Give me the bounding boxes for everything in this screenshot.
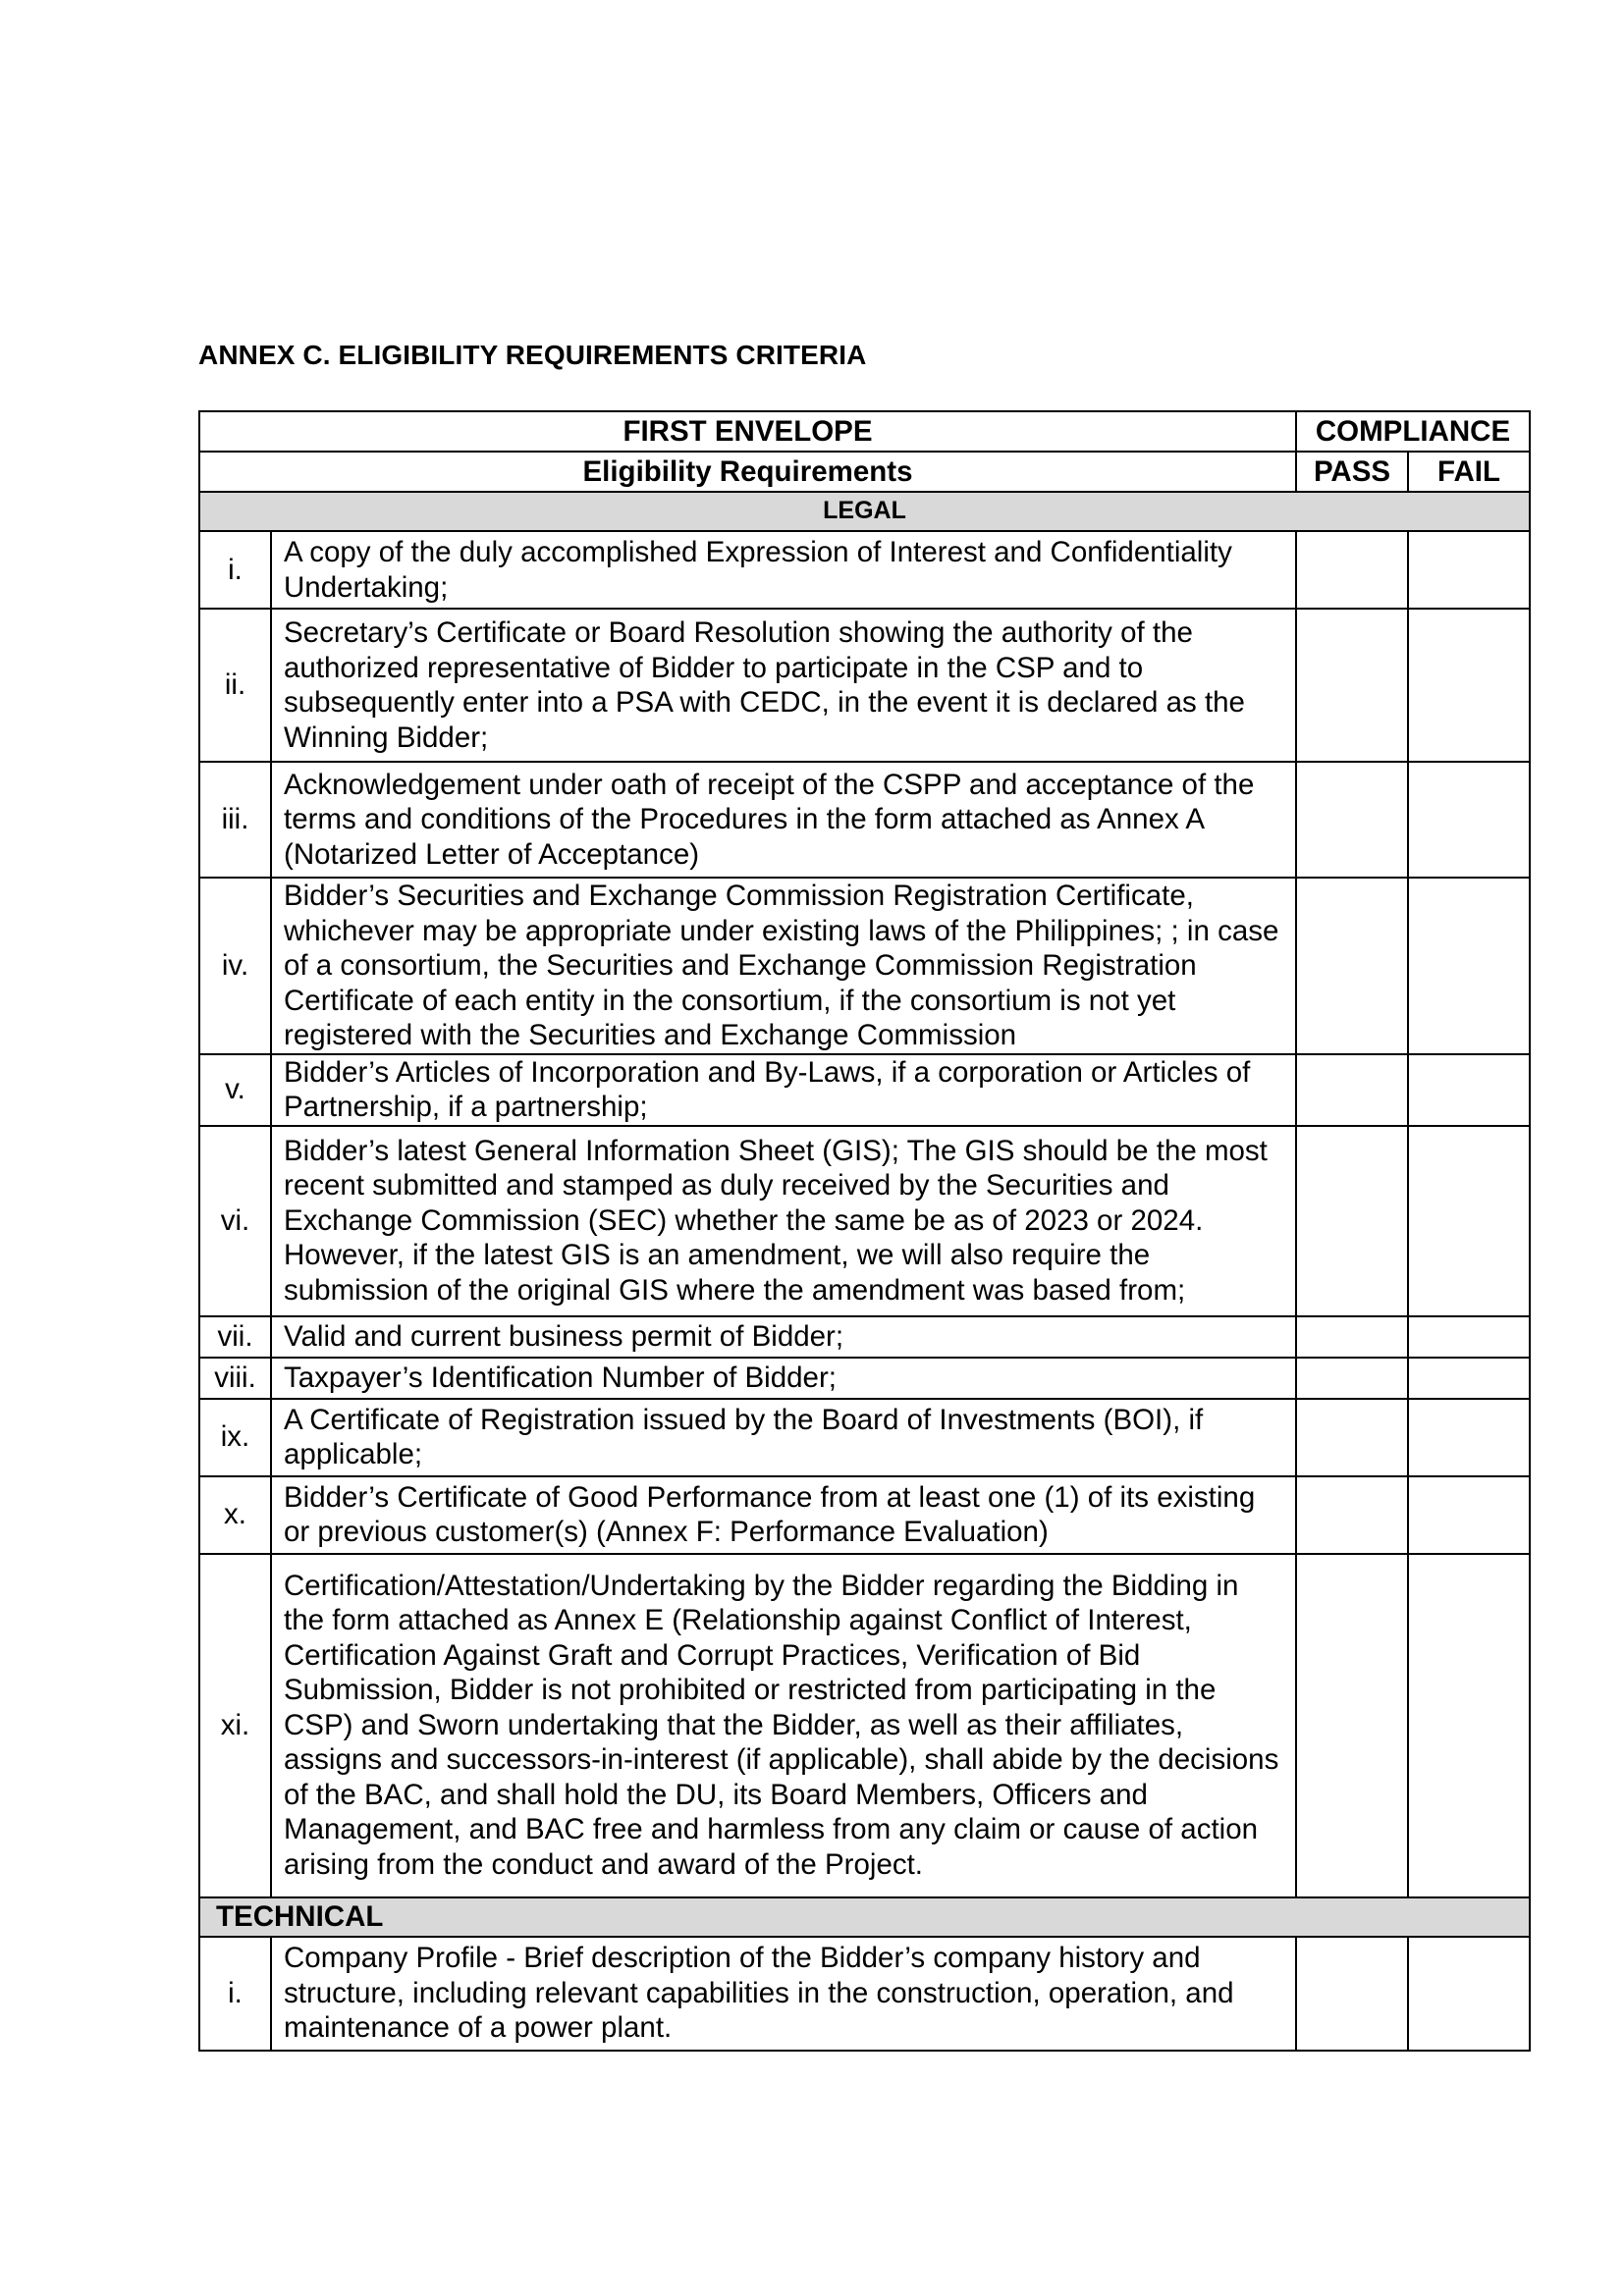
table-row [199,1554,1530,1897]
item-description: Company Profile - Brief description of the Bidder’s company history and structure, including relevant capabilities in the construction, operation, and maintenance of a power plant. [271,1937,1296,2051]
item-description: Acknowledgement under oath of receipt of the CSPP and acceptance of the terms and conditions of the Procedures in the form attached as Annex A (Notarized Letter of Acceptance) [271,762,1296,878]
fail-cell [1408,609,1530,762]
pass-heading: PASS [1296,452,1408,492]
pass-cell [1296,1126,1408,1316]
pass-cell [1296,1554,1408,1897]
section-row-technical [199,1897,1530,1937]
item-number: v. [199,1054,271,1126]
fail-cell [1408,1358,1530,1399]
table-row [199,531,1530,609]
header-row-envelope [199,411,1530,452]
table-row [199,1358,1530,1399]
fail-cell [1408,1316,1530,1358]
item-number: ii. [199,609,271,762]
compliance-heading: COMPLIANCE [1296,411,1530,452]
fail-cell [1408,762,1530,878]
item-number: i. [199,531,271,609]
table-row [199,1476,1530,1554]
legal-section-heading: LEGAL [199,492,1530,531]
fail-cell [1408,1126,1530,1316]
pass-cell [1296,1937,1408,2051]
fail-cell [1408,1399,1530,1476]
pass-cell [1296,1399,1408,1476]
fail-cell [1408,878,1530,1054]
page-title: ANNEX C. ELIGIBILITY REQUIREMENTS CRITERIA [198,340,867,370]
fail-cell [1408,1054,1530,1126]
table-row [199,1399,1530,1476]
item-number: iii. [199,762,271,878]
fail-cell [1408,1476,1530,1554]
table-row [199,609,1530,762]
header-row-requirements [199,452,1530,492]
item-number: i. [199,1937,271,2051]
fail-cell [1408,1554,1530,1897]
table-row [199,1126,1530,1316]
item-description: A copy of the duly accomplished Expression of Interest and Confidentiality Undertaking; [271,531,1296,609]
item-description: A Certificate of Registration issued by the Board of Investments (BOI), if applicable; [271,1399,1296,1476]
fail-heading: FAIL [1408,452,1530,492]
item-number: vii. [199,1316,271,1358]
item-number: iv. [199,878,271,1054]
item-number: x. [199,1476,271,1554]
item-description: Bidder’s Articles of Incorporation and By-Laws, if a corporation or Articles of Partnership, if a partnership; [271,1054,1296,1126]
fail-cell [1408,1937,1530,2051]
item-description: Secretary’s Certificate or Board Resolution showing the authority of the authorized representative of Bidder to participate in the CSP and to subsequently enter into a PSA with CEDC, in the event it is declared as the Winning Bidder; [271,609,1296,762]
technical-section-heading: TECHNICAL [199,1897,1530,1937]
eligibility-requirements-heading: Eligibility Requirements [199,452,1296,492]
item-description: Taxpayer’s Identification Number of Bidder; [271,1358,1296,1399]
pass-cell [1296,762,1408,878]
pass-cell [1296,1054,1408,1126]
fail-cell [1408,531,1530,609]
item-number: vi. [199,1126,271,1316]
pass-cell [1296,531,1408,609]
table-row [199,878,1530,1054]
pass-cell [1296,609,1408,762]
table-row [199,762,1530,878]
table-row [199,1937,1530,2051]
item-description: Valid and current business permit of Bidder; [271,1316,1296,1358]
item-description: Certification/Attestation/Undertaking by the Bidder regarding the Bidding in the form attached as Annex E (Relationship against Conflict of Interest, Certification Against Graft and Corrupt Practices, Verification of Bid Submission, Bidder is not prohibited or restricted from participating in the CSP) and Sworn undertaking that the Bidder, as well as their affiliates, assigns and successors-in-interest (if applicable), shall abide by the decisions of the BAC, and shall hold the DU, its Board Members, Officers and Management, and BAC free and harmless from any claim or cause of action arising from the conduct and award of the Project. [271,1554,1296,1897]
pass-cell [1296,878,1408,1054]
first-envelope-heading: FIRST ENVELOPE [199,411,1296,452]
item-description: Bidder’s latest General Information Sheet (GIS); The GIS should be the most recent submitted and stamped as duly received by the Securities and Exchange Commission (SEC) whether the same be as of 2023 or 2024. However, if the latest GIS is an amendment, we will also require the submission of the original GIS where the amendment was based from; [271,1126,1296,1316]
eligibility-requirements-table [198,410,1531,2052]
item-description: Bidder’s Certificate of Good Performance from at least one (1) of its existing or previous customer(s) (Annex F: Performance Evaluation) [271,1476,1296,1554]
item-number: ix. [199,1399,271,1476]
pass-cell [1296,1476,1408,1554]
item-description: Bidder’s Securities and Exchange Commission Registration Certificate, whichever may be appropriate under existing laws of the Philippines; ; in case of a consortium, the Securities and Exchange Commission Registration Certificate of each entity in the consortium, if the consortium is not yet registered with the Securities and Exchange Commission [271,878,1296,1054]
pass-cell [1296,1316,1408,1358]
pass-cell [1296,1358,1408,1399]
table-row [199,1054,1530,1126]
item-number: viii. [199,1358,271,1399]
section-row-legal [199,492,1530,531]
item-number: xi. [199,1554,271,1897]
table-row [199,1316,1530,1358]
